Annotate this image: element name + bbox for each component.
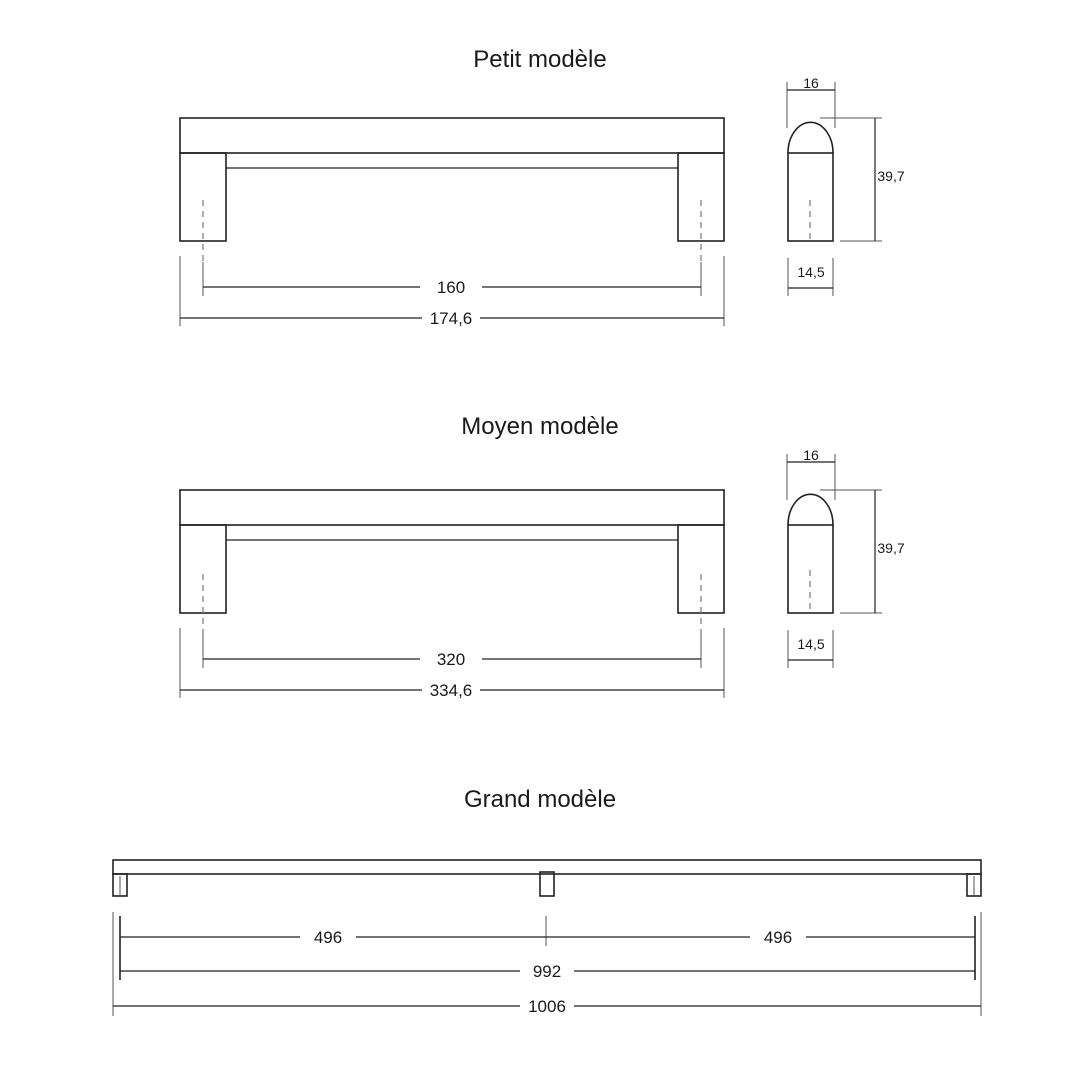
- dim-right-spacing: 496: [763, 928, 793, 947]
- dim-profile-height: 39,7: [877, 168, 905, 184]
- dim-left-spacing: 496: [313, 928, 343, 947]
- grand-dimension-spacing: [113, 912, 981, 1016]
- dim-overall-length: 1006: [528, 997, 566, 1016]
- dim-base-width: 14,5: [797, 636, 825, 652]
- dim-hole-spacing: 320: [436, 650, 466, 669]
- dim-overall-length: 174,6: [429, 309, 473, 328]
- petit-handle-front-view: [180, 118, 724, 262]
- grand-modele-title: Grand modèle: [463, 786, 617, 813]
- petit-profile-view: [787, 75, 905, 296]
- handle-bar: [180, 490, 724, 525]
- dim-hole-spacing: 160: [436, 278, 466, 297]
- moyen-profile-view: [787, 447, 905, 668]
- moyen-modele-title: Moyen modèle: [461, 413, 619, 440]
- moyen-dimension-hole-spacing: [203, 634, 701, 669]
- grand-modele-section: [113, 786, 981, 1016]
- handle-bar: [180, 118, 724, 153]
- moyen-modele-section: [180, 413, 905, 700]
- dim-profile-width: 16: [803, 447, 819, 463]
- petit-modele-title: Petit modèle: [473, 46, 607, 73]
- grand-handle-front-view: [113, 860, 981, 896]
- profile-body: [788, 525, 833, 613]
- petit-dimension-hole-spacing: [203, 262, 701, 297]
- dim-overall-length: 334,6: [429, 681, 473, 700]
- profile-dome: [788, 122, 833, 153]
- center-leg: [540, 872, 554, 896]
- dim-base-width: 14,5: [797, 264, 825, 280]
- dim-hole-spacing: 992: [532, 962, 562, 981]
- dim-profile-height: 39,7: [877, 540, 905, 556]
- moyen-handle-front-view: [180, 490, 724, 634]
- dim-profile-width: 16: [803, 75, 819, 91]
- profile-dome: [788, 494, 833, 525]
- petit-modele-section: [180, 46, 905, 328]
